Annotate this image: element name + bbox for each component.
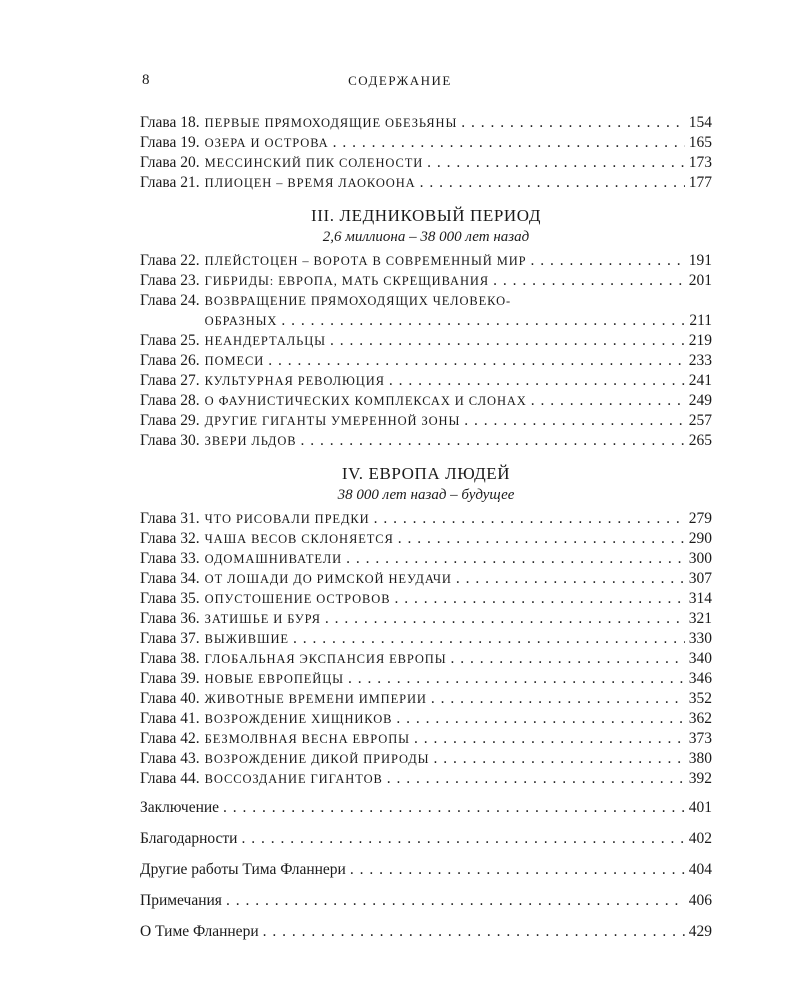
leader-dots bbox=[241, 829, 684, 849]
toc-entry-acknowledgements[interactable] bbox=[140, 829, 712, 851]
page-ref: 249 bbox=[688, 392, 712, 409]
leader-dots bbox=[464, 411, 684, 431]
leader-dots bbox=[293, 629, 685, 649]
page-ref: 352 bbox=[688, 690, 712, 707]
chapter-title: ПЛИОЦЕН – ВРЕМЯ ЛАОКООНА bbox=[204, 176, 416, 190]
leader-dots bbox=[389, 371, 685, 391]
page-ref: 219 bbox=[688, 332, 712, 349]
chapter-title: ВОЗРОЖДЕНИЕ ДИКОЙ ПРИРОДЫ bbox=[204, 752, 430, 766]
leader-dots bbox=[531, 391, 685, 411]
page-ref: 429 bbox=[688, 923, 712, 940]
toc-entry-ch33[interactable] bbox=[140, 549, 712, 569]
chapter-number: Глава 25. bbox=[140, 332, 200, 349]
page-ref: 307 bbox=[688, 570, 712, 587]
leader-dots bbox=[281, 311, 685, 331]
page-ref: 300 bbox=[688, 550, 712, 567]
chapter-title: КУЛЬТУРНАЯ РЕВОЛЮЦИЯ bbox=[204, 374, 385, 388]
toc-group-2 bbox=[140, 251, 712, 451]
toc-entry-ch24[interactable] bbox=[140, 291, 712, 311]
page-ref: 392 bbox=[688, 770, 712, 787]
chapter-number: Глава 35. bbox=[140, 590, 200, 607]
page-ref: 177 bbox=[688, 174, 712, 191]
toc-entry-ch43[interactable] bbox=[140, 749, 712, 769]
leader-dots bbox=[350, 860, 685, 880]
spacer bbox=[140, 851, 712, 860]
chapter-title: ПЛЕЙСТОЦЕН – ВОРОТА В СОВРЕМЕННЫЙ МИР bbox=[204, 254, 527, 268]
toc-entry-ch36[interactable] bbox=[140, 609, 712, 629]
page-ref: 241 bbox=[688, 372, 712, 389]
entry-title: Благодарности bbox=[140, 830, 238, 847]
part-title: IV. ЕВРОПА ЛЮДЕЙ bbox=[341, 464, 511, 483]
chapter-number: Глава 24. bbox=[140, 292, 200, 309]
chapter-title: ДРУГИЕ ГИГАНТЫ УМЕРЕННОЙ ЗОНЫ bbox=[204, 414, 461, 428]
toc-entry-ch30[interactable] bbox=[140, 431, 712, 451]
chapter-number: Глава 38. bbox=[140, 650, 200, 667]
chapter-number: Глава 30. bbox=[140, 432, 200, 449]
toc-entry-ch41[interactable] bbox=[140, 709, 712, 729]
toc-entry-ch25[interactable] bbox=[140, 331, 712, 351]
toc-entry-ch27[interactable] bbox=[140, 371, 712, 391]
chapter-title: ОДОМАШНИВАТЕЛИ bbox=[204, 552, 343, 566]
toc-entry-conclusion[interactable] bbox=[140, 798, 712, 820]
part-3-heading bbox=[140, 205, 712, 247]
part-title: III. ЛЕДНИКОВЫЙ ПЕРИОД bbox=[310, 206, 542, 225]
page-ref: 233 bbox=[688, 352, 712, 369]
leader-dots bbox=[330, 331, 685, 351]
running-head bbox=[0, 72, 800, 94]
page-ref: 211 bbox=[689, 312, 712, 329]
entry-title: Примечания bbox=[140, 892, 222, 909]
spacer bbox=[140, 913, 712, 922]
toc-entry-ch34[interactable] bbox=[140, 569, 712, 589]
page-ref: 290 bbox=[688, 530, 712, 547]
chapter-number: Глава 31. bbox=[140, 510, 200, 527]
chapter-number: Глава 41. bbox=[140, 710, 200, 727]
page-ref: 265 bbox=[688, 432, 712, 449]
page-ref: 362 bbox=[688, 710, 712, 727]
chapter-title: ЖИВОТНЫЕ ВРЕМЕНИ ИМПЕРИИ bbox=[204, 692, 427, 706]
leader-dots bbox=[301, 431, 685, 451]
leader-dots bbox=[531, 251, 685, 271]
page-ref: 380 bbox=[688, 750, 712, 767]
leader-dots bbox=[420, 173, 685, 193]
page-ref: 373 bbox=[688, 730, 712, 747]
toc-group-3 bbox=[140, 509, 712, 789]
leader-dots bbox=[263, 922, 685, 942]
chapter-title: ЗВЕРИ ЛЬДОВ bbox=[204, 434, 297, 448]
chapter-title: БЕЗМОЛВНАЯ ВЕСНА ЕВРОПЫ bbox=[204, 732, 410, 746]
toc-entry-ch37[interactable] bbox=[140, 629, 712, 649]
chapter-title: ГИБРИДЫ: ЕВРОПА, МАТЬ СКРЕЩИВАНИЯ bbox=[204, 274, 490, 288]
leader-dots bbox=[346, 549, 685, 569]
leader-dots bbox=[348, 669, 685, 689]
toc-entry-ch24-continued[interactable] bbox=[140, 311, 712, 331]
chapter-title: ЧТО РИСОВАЛИ ПРЕДКИ bbox=[204, 512, 370, 526]
part-subtitle: 2,6 миллиона – 38 000 лет назад bbox=[322, 229, 530, 245]
toc-entry-ch32[interactable] bbox=[140, 529, 712, 549]
toc-entry-ch18[interactable] bbox=[140, 113, 712, 133]
leader-dots bbox=[394, 589, 684, 609]
page-ref: 257 bbox=[688, 412, 712, 429]
entry-title: Другие работы Тима Фланнери bbox=[140, 861, 346, 878]
page-ref: 173 bbox=[688, 154, 712, 171]
chapter-title: ЗАТИШЬЕ И БУРЯ bbox=[204, 612, 321, 626]
chapter-title: ВОЗРОЖДЕНИЕ ХИЩНИКОВ bbox=[204, 712, 393, 726]
chapter-title: НОВЫЕ ЕВРОПЕЙЦЫ bbox=[204, 672, 344, 686]
toc-entry-ch31[interactable] bbox=[140, 509, 712, 529]
leader-dots bbox=[223, 798, 685, 818]
page-ref: 191 bbox=[688, 252, 712, 269]
chapter-title: ОПУСТОШЕНИЕ ОСТРОВОВ bbox=[204, 592, 391, 606]
leader-dots bbox=[451, 649, 685, 669]
toc-entry-ch23[interactable] bbox=[140, 271, 712, 291]
toc-entry-ch29[interactable] bbox=[140, 411, 712, 431]
chapter-title: ЧАША ВЕСОВ СКЛОНЯЕТСЯ bbox=[204, 532, 394, 546]
chapter-number: Глава 36. bbox=[140, 610, 200, 627]
toc-entry-ch42[interactable] bbox=[140, 729, 712, 749]
leader-dots bbox=[333, 133, 685, 153]
leader-dots bbox=[427, 153, 685, 173]
running-title: СОДЕРЖАНИЕ bbox=[348, 73, 452, 88]
chapter-number: Глава 22. bbox=[140, 252, 200, 269]
chapter-title: ОЗЕРА И ОСТРОВА bbox=[204, 136, 329, 150]
leader-dots bbox=[396, 709, 684, 729]
chapter-title-line-2: ОБРАЗНЫХ bbox=[204, 314, 278, 328]
entry-title: О Тиме Фланнери bbox=[140, 923, 259, 940]
toc-entry-other-works[interactable] bbox=[140, 860, 712, 882]
chapter-title: О ФАУНИСТИЧЕСКИХ КОМПЛЕКСАХ И СЛОНАХ bbox=[204, 394, 527, 408]
leader-dots bbox=[414, 729, 685, 749]
spacer bbox=[140, 820, 712, 829]
leader-dots bbox=[431, 689, 685, 709]
page-ref: 314 bbox=[688, 590, 712, 607]
part-4-heading bbox=[140, 463, 712, 505]
chapter-number: Глава 32. bbox=[140, 530, 200, 547]
toc-entry-ch44[interactable] bbox=[140, 769, 712, 789]
chapter-title: ГЛОБАЛЬНАЯ ЭКСПАНСИЯ ЕВРОПЫ bbox=[204, 652, 447, 666]
toc-entry-ch28[interactable] bbox=[140, 391, 712, 411]
chapter-title: ВОССОЗДАНИЕ ГИГАНТОВ bbox=[204, 772, 383, 786]
leader-dots bbox=[325, 609, 685, 629]
chapter-number: Глава 43. bbox=[140, 750, 200, 767]
chapter-title: ВЫЖИВШИЕ bbox=[204, 632, 289, 646]
toc-entry-ch22[interactable] bbox=[140, 251, 712, 271]
leader-dots bbox=[387, 769, 685, 789]
chapter-number: Глава 44. bbox=[140, 770, 200, 787]
chapter-number: Глава 29. bbox=[140, 412, 200, 429]
page-number: 8 bbox=[142, 72, 150, 88]
toc-entry-about-author[interactable] bbox=[140, 922, 712, 944]
page-ref: 279 bbox=[688, 510, 712, 527]
chapter-number: Глава 39. bbox=[140, 670, 200, 687]
page-ref: 165 bbox=[688, 134, 712, 151]
chapter-number: Глава 40. bbox=[140, 690, 200, 707]
toc-entry-ch26[interactable] bbox=[140, 351, 712, 371]
leader-dots bbox=[493, 271, 685, 291]
chapter-number: Глава 28. bbox=[140, 392, 200, 409]
chapter-number: Глава 27. bbox=[140, 372, 200, 389]
page-ref: 201 bbox=[688, 272, 712, 289]
chapter-title: МЕССИНСКИЙ ПИК СОЛЕНОСТИ bbox=[204, 156, 424, 170]
chapter-number: Глава 21. bbox=[140, 174, 200, 191]
leader-dots bbox=[461, 113, 684, 133]
table-of-contents bbox=[140, 113, 712, 944]
leader-dots bbox=[433, 749, 684, 769]
toc-entry-ch19[interactable] bbox=[140, 133, 712, 153]
chapter-title-line-1: ВОЗВРАЩЕНИЕ ПРЯМОХОДЯЩИХ ЧЕЛОВЕКО- bbox=[204, 294, 512, 308]
toc-entry-ch35[interactable] bbox=[140, 589, 712, 609]
toc-entry-ch20[interactable] bbox=[140, 153, 712, 173]
leader-dots bbox=[374, 509, 685, 529]
chapter-number: Глава 37. bbox=[140, 630, 200, 647]
leader-dots bbox=[398, 529, 685, 549]
spacer bbox=[140, 789, 712, 798]
toc-group-1 bbox=[140, 113, 712, 193]
page-ref: 402 bbox=[688, 830, 712, 847]
chapter-title: ОТ ЛОШАДИ ДО РИМСКОЙ НЕУДАЧИ bbox=[204, 572, 452, 586]
chapter-number: Глава 33. bbox=[140, 550, 200, 567]
chapter-number: Глава 23. bbox=[140, 272, 200, 289]
page-ref: 330 bbox=[688, 630, 712, 647]
leader-dots bbox=[226, 891, 685, 911]
chapter-number: Глава 34. bbox=[140, 570, 200, 587]
page-ref: 346 bbox=[688, 670, 712, 687]
entry-title: Заключение bbox=[140, 799, 220, 816]
chapter-number: Глава 19. bbox=[140, 134, 200, 151]
toc-entry-ch40[interactable] bbox=[140, 689, 712, 709]
page-ref: 154 bbox=[688, 114, 712, 131]
chapter-number: Глава 26. bbox=[140, 352, 200, 369]
page-ref: 406 bbox=[688, 892, 712, 909]
leader-dots bbox=[268, 351, 685, 371]
page-ref: 404 bbox=[688, 861, 712, 878]
chapter-number: Глава 18. bbox=[140, 114, 200, 131]
toc-entry-notes[interactable] bbox=[140, 891, 712, 913]
leader-dots bbox=[456, 569, 685, 589]
chapter-number: Глава 42. bbox=[140, 730, 200, 747]
page-ref: 321 bbox=[688, 610, 712, 627]
chapter-title: НЕАНДЕРТАЛЬЦЫ bbox=[204, 334, 326, 348]
part-subtitle: 38 000 лет назад – будущее bbox=[337, 487, 515, 503]
toc-entry-ch21[interactable] bbox=[140, 173, 712, 193]
chapter-title: ПОМЕСИ bbox=[204, 354, 265, 368]
chapter-title: ПЕРВЫЕ ПРЯМОХОДЯЩИЕ ОБЕЗЬЯНЫ bbox=[204, 116, 458, 130]
page-ref: 401 bbox=[688, 799, 712, 816]
toc-entry-ch38[interactable] bbox=[140, 649, 712, 669]
page-ref: 340 bbox=[688, 650, 712, 667]
spacer bbox=[140, 882, 712, 891]
toc-entry-ch39[interactable] bbox=[140, 669, 712, 689]
chapter-number: Глава 20. bbox=[140, 154, 200, 171]
